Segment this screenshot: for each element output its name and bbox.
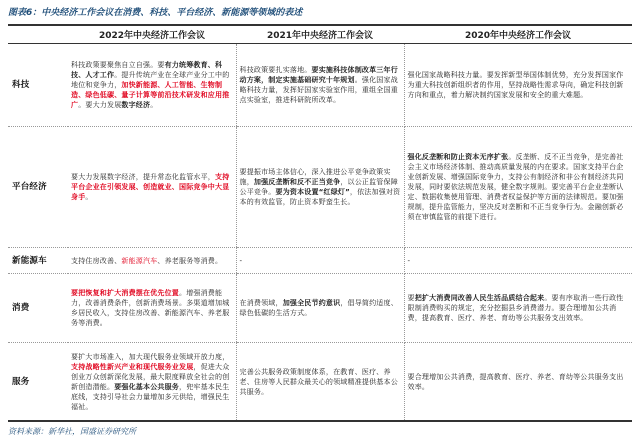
cell-text-segment: ，依法加强对资本的有效监管，防止资本野蛮生长。	[239, 188, 401, 206]
cell-text-segment: 。提升传统产业在全球产业分工中的地位和竞争力，	[71, 71, 230, 89]
cell-text-segment: 要大力发展数字经济，提升常态化监管水平，	[71, 173, 215, 181]
cell-text-segment: 要合理增加公共消费，提高教育、医疗、养老、育幼等公共服务支出效率。	[407, 372, 624, 391]
cell-text-segment: 、养老服务等消费。	[157, 256, 223, 265]
row-platform	[8, 127, 632, 248]
cell-text-segment: 。要大力发展	[78, 101, 122, 109]
cell-text-segment: 把扩大消费同改善人民生活品质结合起来	[414, 294, 545, 302]
category-label: 新能源车	[8, 248, 68, 274]
header-row	[8, 25, 632, 44]
cell-text-segment: 强化国家战略科技力量。要发挥新型举国体制优势，充分发挥国家作为重大科技创新组织者的作用，坚持战略性需求导向，确定科技创新方向和重点，着力解决制约国家发展和安全的重大难题。	[407, 71, 624, 99]
cell-text-segment: 数字经济	[121, 101, 151, 109]
header-2021: 2021年中央经济工作会议	[236, 25, 404, 44]
category-label: 平台经济	[8, 127, 68, 248]
cell-2021	[236, 44, 404, 127]
cell-text-segment: 要提振市场主体信心，深入推进公平竞争政策实施，	[239, 168, 391, 186]
cell-text-segment: 。增强消费能力，改善消费条件，创新消费场景。多渠道增加城乡居民收入，支持住房改善、新能源汽车、养老服务等消费。	[71, 289, 230, 327]
cell-text-segment: ，倡导简约适度、绿色低碳的生活方式。	[239, 299, 398, 317]
cell-text-segment: 要实施科技体制改革三年行动方案，制定实施基础研究十年规划	[239, 66, 398, 84]
figure-title: 图表6：中央经济工作会议在消费、科技、平台经济、新能源等领域的表述	[8, 8, 303, 18]
cell-text-segment: 完善公共服务政策制度体系，在教育、医疗、养老、住房等人民群众最关心的领域精准提供基本公共服务。	[239, 367, 398, 396]
cell-text-segment: 要扩大市场准入，加大现代服务业领域开放力度，	[71, 352, 230, 361]
cell-2020	[404, 343, 632, 422]
cell-text-segment: 要把恢复和扩大消费摆在优先位置	[71, 289, 179, 297]
cell-text-segment: 强化反垄断和防止资本无序扩张	[407, 153, 509, 161]
cell-text-segment: ，兜牢基本民生底线，支持引导社会力量增加多元供给，增强民生福祉。	[71, 382, 230, 411]
cell-2022	[68, 343, 236, 422]
cell-text-segment: 加快新能源、人工智能、生物制造、绿色低碳、量子计算等前沿技术研发和应用推广	[71, 81, 230, 109]
cell-2020	[404, 274, 632, 343]
row-tech	[8, 44, 632, 127]
cell-text-segment: 。反垄断、反不正当竞争，是完善社会主义市场经济体制、推动高质量发展的内在要求。国家支持平台企业创新发展、增强国际竞争力，支持公有制经济和非公有制经济共同发展，同时要依法规范发展，健全数字规则。要完善平台企业垄断认定、数据收集使用管理、消费者权益保护等方面的法律规范。要加强规制，提升监管能力，坚决反对垄断和不正当竞争行为。金融创新必须在审慎监管的前提下进行。	[407, 153, 624, 221]
cell-2021	[236, 248, 404, 274]
cell-text-segment: 支持住房改善、	[71, 256, 122, 265]
row-energy	[8, 248, 632, 274]
cell-text-segment: 。	[150, 101, 158, 109]
row-service	[8, 343, 632, 422]
cell-2022	[68, 274, 236, 343]
cell-2022	[68, 127, 236, 248]
category-label: 消费	[8, 274, 68, 343]
header-2022: 2022年中央经济工作会议	[68, 25, 236, 44]
cell-text-segment: 要	[407, 294, 415, 302]
cell-text-segment: 支持平台企业在引领发展、创造就业、国际竞争中大显身手	[71, 173, 230, 201]
category-label: 服务	[8, 343, 68, 422]
header-category	[8, 25, 68, 44]
cell-text-segment: 新能源汽车	[121, 256, 158, 265]
cell-text-segment: 。要有序取消一些行政性限制消费购买的规定，充分挖掘县乡消费潜力。要合理增加公共消费，提高教育、医疗、养老、育幼等公共服务支出效率。	[407, 294, 624, 322]
cell-2020	[404, 44, 632, 127]
cell-text-segment: 加强反垄断和反不正当竞争	[253, 178, 341, 186]
cell-2020	[404, 127, 632, 248]
cell-2021	[236, 343, 404, 422]
cell-text-segment: ，以公正监管保障公平竞争。	[239, 178, 398, 196]
cell-text-segment: 科技政策要聚焦自立自强。要	[71, 61, 165, 69]
cell-2021	[236, 274, 404, 343]
row-consumption	[8, 274, 632, 343]
cell-text-segment: 。强化国家战略科技力量，发挥好国家实验室作用，重组全国重点实验室，推进科研院所改革。	[239, 76, 398, 104]
header-2020: 2020年中央经济工作会议	[404, 25, 632, 44]
cell-text-segment: -	[239, 256, 243, 265]
comparison-table	[8, 24, 632, 422]
source-note: 资料来源：新华社，国盛证券研究所	[8, 427, 136, 436]
cell-2022	[68, 248, 236, 274]
cell-text-segment: -	[407, 256, 411, 265]
cell-text-segment: ，促进大众创业万众创新深化发展，最大限度释放全社会的创新创造潜能。	[71, 362, 230, 391]
cell-2020	[404, 248, 632, 274]
cell-2022	[68, 44, 236, 127]
category-label: 科技	[8, 44, 68, 127]
cell-text-segment: 科技政策要扎实落地。	[239, 66, 312, 74]
cell-text-segment: 在消费领域，	[239, 299, 283, 307]
cell-text-segment: 要为资本设置“红绿灯”	[275, 188, 350, 196]
cell-text-segment: 要强化基本公共服务	[114, 382, 180, 391]
cell-2021	[236, 127, 404, 248]
cell-text-segment: 加强全民节约意识	[282, 299, 341, 307]
cell-text-segment: 支持战略性新兴产业和现代服务业发展	[71, 362, 194, 371]
cell-text-segment: 有力统筹教育、科技、人才工作	[71, 61, 223, 79]
cell-text-segment: 。	[85, 193, 93, 201]
